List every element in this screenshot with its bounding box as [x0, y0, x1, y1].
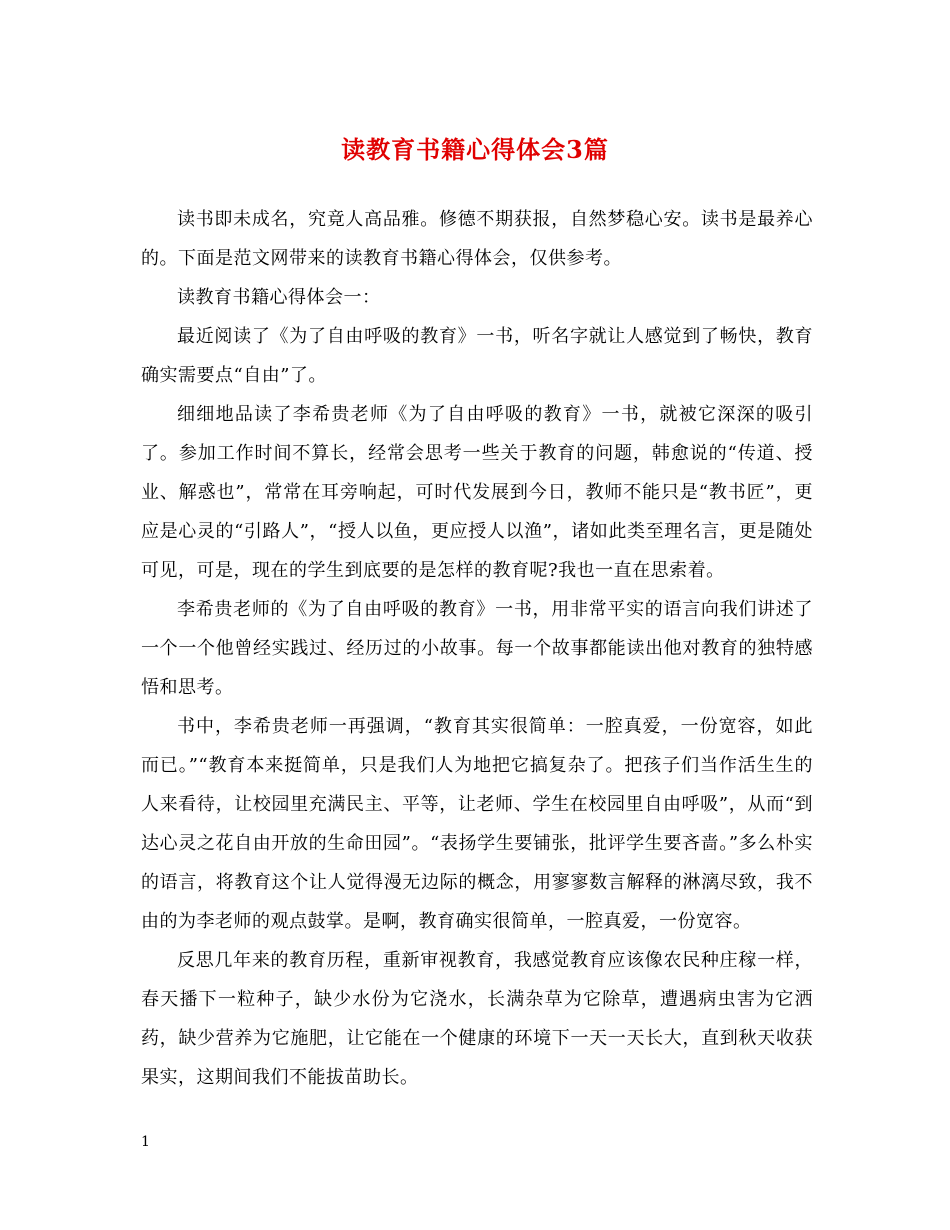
- paragraph: 细细地品读了李希贵老师《为了自由呼吸的教育》一书，就被它深深的吸引了。参加工作时间不算长，经常会思考一些关于教育的问题，韩愈说的“传道、授业、解惑也”，常常在耳旁响起，可时代发展到今日，教师不能只是“教书匠”，更应是心灵的“引路人”，“授人以鱼，更应授人以渔”，诸如此类至理名言，更是随处可见，可是，现在的学生到底要的是怎样的教育呢?我也一直在思索着。: [141, 404, 813, 581]
- page-number: 1: [141, 1134, 150, 1150]
- document-body: [141, 200, 813, 1097]
- paragraph: 反思几年来的教育历程，重新审视教育，我感觉教育应该像农民种庄稼一样，春天播下一粒种子，缺少水份为它浇水，长满杂草为它除草，遭遇病虫害为它洒药，缺少营养为它施肥，让它能在一个健康的环境下一天一天长大，直到秋天收获果实，这期间我们不能拔苗助长。: [141, 950, 813, 1088]
- paragraph: 读书即未成名，究竟人高品雅。修德不期获报，自然梦稳心安。读书是最养心的。下面是范文网带来的读教育书籍心得体会，仅供参考。: [141, 209, 813, 269]
- paragraph: 李希贵老师的《为了自由呼吸的教育》一书，用非常平实的语言向我们讲述了一个一个他曾经实践过、经历过的小故事。每一个故事都能读出他对教育的独特感悟和思考。: [141, 599, 813, 698]
- document-title: 读教育书籍心得体会3篇: [341, 135, 609, 164]
- paragraph: 读教育书籍心得体会一：: [177, 287, 381, 308]
- paragraph: 最近阅读了《为了自由呼吸的教育》一书，听名字就让人感觉到了畅快，教育确实需要点“自由”了。: [141, 326, 813, 386]
- paragraph: 书中，李希贵老师一再强调，“教育其实很简单：一腔真爱，一份宽容，如此而已。”“教育本来挺简单，只是我们人为地把它搞复杂了。把孩子们当作活生生的人来看待，让校园里充满民主、平等，让老师、学生在校园里自由呼吸”，从而“到达心灵之花自由开放的生命田园”。“表扬学生要铺张，批评学生要吝啬。”多么朴实的语言，将教育这个让人觉得漫无边际的概念，用寥寥数言解释的淋漓尽致，我不由的为李老师的观点鼓掌。是啊，教育确实很简单，一腔真爱，一份宽容。: [141, 716, 813, 932]
